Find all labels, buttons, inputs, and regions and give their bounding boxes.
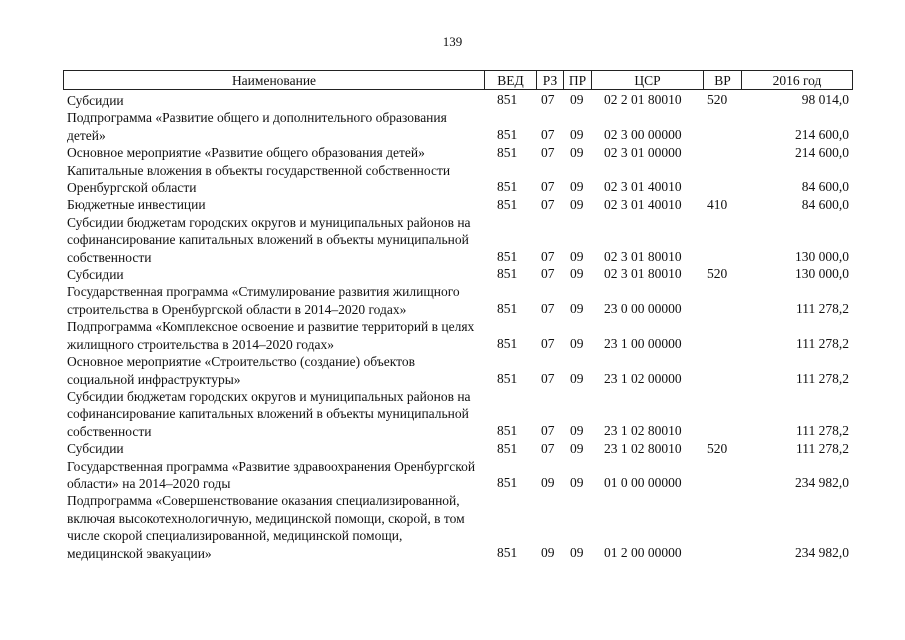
row-csr: 02 3 01 80010 <box>604 266 682 282</box>
row-ved: 851 <box>497 196 518 212</box>
table-row <box>63 318 853 353</box>
row-ved: 851 <box>497 301 518 317</box>
row-csr: 02 2 01 80010 <box>604 92 682 108</box>
row-rz: 07 <box>541 370 555 386</box>
column-header-name: Наименование <box>64 71 485 89</box>
row-pr: 09 <box>570 440 584 456</box>
table-row <box>63 109 853 144</box>
page-number: 139 <box>442 34 463 49</box>
row-pr: 09 <box>570 249 584 265</box>
row-rz: 07 <box>541 92 555 108</box>
table-row <box>63 388 853 440</box>
table-row <box>63 458 853 493</box>
table-row <box>63 353 853 388</box>
table-row <box>63 92 853 109</box>
row-csr: 23 1 02 80010 <box>604 423 682 439</box>
row-csr: 02 3 01 40010 <box>604 196 682 212</box>
table-row <box>63 144 853 161</box>
row-pr: 09 <box>570 127 584 143</box>
row-pr: 09 <box>570 544 584 560</box>
row-csr: 02 3 01 40010 <box>604 179 682 195</box>
row-name: Основное мероприятие «Строительство (создание) объектов социальной инфраструктуры» <box>67 354 415 387</box>
row-pr: 09 <box>570 266 584 282</box>
row-amount: 130 000,0 <box>795 249 849 265</box>
row-ved: 851 <box>497 127 518 143</box>
row-rz: 07 <box>541 144 555 160</box>
row-name: Бюджетные инвестиции <box>67 197 206 213</box>
row-ved: 851 <box>497 144 518 160</box>
row-name: Подпрограмма «Развитие общего и дополнительного образования детей» <box>67 110 447 143</box>
row-name: Капитальные вложения в объекты государственной собственности Оренбургской области <box>67 162 451 196</box>
column-header-year: 2016 год <box>772 73 822 88</box>
row-ved: 851 <box>497 336 518 352</box>
row-ved: 851 <box>497 266 518 282</box>
row-name: Субсидии <box>67 267 124 283</box>
row-pr: 09 <box>570 475 584 491</box>
row-amount: 111 278,2 <box>796 370 849 386</box>
row-pr: 09 <box>570 144 584 160</box>
row-csr: 23 0 00 00000 <box>604 301 682 317</box>
row-name: Субсидии <box>67 93 124 108</box>
table-row <box>63 492 853 562</box>
row-csr: 01 2 00 00000 <box>604 544 682 560</box>
row-amount: 111 278,2 <box>796 336 849 352</box>
row-ved: 851 <box>497 370 518 386</box>
row-name: Субсидии бюджетам городских округов и муниципальных районов на софинансирование капитальных вложений в объекты муниципальной собственности <box>67 388 471 439</box>
row-ved: 851 <box>497 249 518 265</box>
row-amount: 98 014,0 <box>801 92 849 108</box>
row-rz: 07 <box>541 301 555 317</box>
row-amount: 111 278,2 <box>796 301 849 317</box>
row-amount: 234 982,0 <box>795 475 849 491</box>
row-rz: 07 <box>541 179 555 195</box>
row-rz: 09 <box>541 475 555 491</box>
row-rz: 07 <box>541 196 555 212</box>
row-rz: 07 <box>541 249 555 265</box>
row-pr: 09 <box>570 336 584 352</box>
row-rz: 07 <box>541 423 555 439</box>
row-name: Подпрограмма «Совершенствование оказания специализированной, включая высокотехнологичную, медицинской помощи, скорой, в том числе скорой специализированной, медицинской помощи, медицинской эвакуации» <box>67 493 465 561</box>
row-csr: 23 1 02 80010 <box>604 440 682 456</box>
row-amount: 214 600,0 <box>795 144 849 160</box>
row-rz: 09 <box>541 544 555 560</box>
row-vr: 520 <box>707 266 728 282</box>
column-header-csr: ЦСР <box>592 71 704 89</box>
row-rz: 07 <box>541 440 555 456</box>
row-csr: 02 3 01 80010 <box>604 249 682 265</box>
row-name: Государственная программа «Стимулирование развития жилищного строительства в Оренбургской области в 2014–2020 годах» <box>67 284 460 317</box>
row-amount: 84 600,0 <box>801 196 849 212</box>
row-name: Государственная программа «Развитие здравоохранения Оренбургской области» на 2014–2020 годы <box>67 458 476 491</box>
table-row <box>63 214 853 266</box>
column-header-pr: ПР <box>564 71 592 89</box>
table-row <box>63 266 853 283</box>
table-body <box>63 92 853 562</box>
row-vr: 520 <box>707 92 728 108</box>
table-header <box>63 70 853 90</box>
table-row <box>63 162 853 197</box>
row-name: Субсидии <box>67 441 124 457</box>
row-rz: 07 <box>541 336 555 352</box>
row-csr: 23 1 02 00000 <box>604 370 682 386</box>
row-pr: 09 <box>570 179 584 195</box>
row-pr: 09 <box>570 92 584 108</box>
row-amount: 111 278,2 <box>796 440 849 456</box>
row-csr: 02 3 01 00000 <box>604 144 682 160</box>
table-row <box>63 196 853 213</box>
row-ved: 851 <box>497 179 518 195</box>
row-csr: 02 3 00 00000 <box>604 127 682 143</box>
row-pr: 09 <box>570 423 584 439</box>
table-row <box>63 283 853 318</box>
row-name: Основное мероприятие «Развитие общего образования детей» <box>67 145 425 161</box>
row-vr: 520 <box>707 440 728 456</box>
row-pr: 09 <box>570 196 584 212</box>
row-ved: 851 <box>497 440 518 456</box>
column-header-vr: ВР <box>704 71 742 89</box>
row-name: Субсидии бюджетам городских округов и муниципальных районов на софинансирование капитальных вложений в объекты муниципальной собственности <box>67 214 471 265</box>
column-header-ved: ВЕД <box>485 71 537 89</box>
row-pr: 09 <box>570 301 584 317</box>
row-amount: 111 278,2 <box>796 423 849 439</box>
row-name: Подпрограмма «Комплексное освоение и развитие территорий в целях жилищного строительства в 2014–2020 годах» <box>67 319 475 352</box>
row-ved: 851 <box>497 475 518 491</box>
row-amount: 234 982,0 <box>795 544 849 560</box>
column-header-rz: РЗ <box>537 71 564 89</box>
row-amount: 130 000,0 <box>795 266 849 282</box>
row-pr: 09 <box>570 370 584 386</box>
row-amount: 214 600,0 <box>795 127 849 143</box>
row-ved: 851 <box>497 423 518 439</box>
table-row <box>63 440 853 457</box>
row-ved: 851 <box>497 92 518 108</box>
row-rz: 07 <box>541 266 555 282</box>
row-ved: 851 <box>497 544 518 560</box>
row-csr: 01 0 00 00000 <box>604 475 682 491</box>
row-rz: 07 <box>541 127 555 143</box>
row-csr: 23 1 00 00000 <box>604 336 682 352</box>
row-amount: 84 600,0 <box>801 179 849 195</box>
row-vr: 410 <box>707 196 728 212</box>
